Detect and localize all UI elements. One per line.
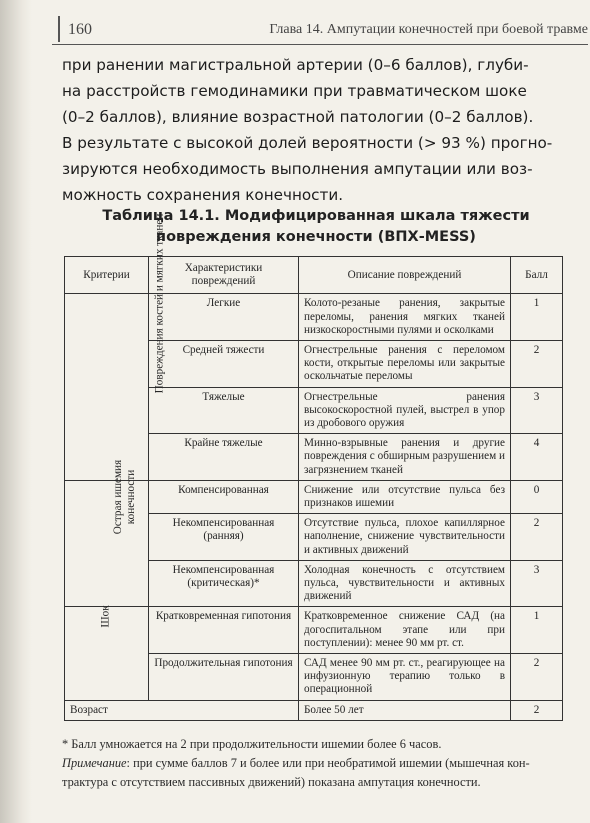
characteristic-cell: Кратковременная гипотония xyxy=(149,607,299,654)
body-line: при ранении магистральной артерии (0–6 баллов), глуби- xyxy=(62,56,529,74)
criterion-cell xyxy=(65,607,149,700)
characteristic-cell: Легкие xyxy=(149,294,299,341)
score-cell: 2 xyxy=(511,514,563,561)
table-header-row xyxy=(65,257,563,294)
header-characteristics: Характеристики повреждений xyxy=(149,257,299,294)
score-cell: 1 xyxy=(511,294,563,341)
criterion-cell xyxy=(65,459,149,607)
body-paragraph xyxy=(62,52,570,208)
body-line: на расстройств гемодинамики при травматическом шоке xyxy=(62,82,527,100)
score-cell: 3 xyxy=(511,560,563,607)
description-cell: Холодная конечность с отсутствием пульса, чувствительности и активных движений xyxy=(299,560,511,607)
score-cell: 2 xyxy=(511,341,563,388)
score-cell: 3 xyxy=(511,387,563,434)
running-header xyxy=(52,18,588,45)
criterion-cell: Возраст xyxy=(65,700,299,720)
score-cell: 1 xyxy=(511,607,563,654)
table-row xyxy=(65,294,563,341)
body-line: В результате с высокой долей вероятности (> 93 %) прогно- xyxy=(62,134,553,152)
body-line: можность сохранения конечности. xyxy=(62,186,344,204)
note-label: Примечание xyxy=(62,756,127,770)
description-cell: Более 50 лет xyxy=(299,700,511,720)
characteristic-cell: Некомпенсированная (ранняя) xyxy=(149,514,299,561)
characteristic-cell: Средней тяжести xyxy=(149,341,299,388)
table-row xyxy=(65,480,563,513)
criterion-label: Шок xyxy=(99,605,112,629)
score-cell: 2 xyxy=(511,700,563,720)
table-row xyxy=(65,700,563,720)
body-line: зируются необходимость выполнения ампутации или воз- xyxy=(62,160,533,178)
description-cell: САД менее 90 мм рт. ст., реагирующее на инфузионную терапию только в операционной xyxy=(299,654,511,701)
characteristic-cell: Тяжелые xyxy=(149,387,299,434)
characteristic-cell: Некомпенсированная (критическая)* xyxy=(149,560,299,607)
description-cell: Кратковременное снижение САД (на догоспитальном этапе или при поступлении): менее 90 мм рт. ст. xyxy=(299,607,511,654)
table-row xyxy=(65,607,563,654)
header-criteria: Критерии xyxy=(65,257,149,294)
criterion-label: Повреждения костей и мягких тканей xyxy=(153,214,166,394)
description-cell: Отсутствие пульса, плохое капиллярное наполнение, снижение чувствительности и активных движений xyxy=(299,514,511,561)
table-title xyxy=(62,206,570,248)
header-score: Балл xyxy=(511,257,563,294)
page-gutter-shadow xyxy=(0,0,32,823)
page-number: 160 xyxy=(68,21,92,38)
footnotes xyxy=(62,735,574,792)
score-cell: 0 xyxy=(511,480,563,513)
table-title-line: Таблица 14.1. Модифицированная шкала тяжести xyxy=(102,208,530,224)
description-cell: Колото-резаные ранения, закрытые переломы, ранения мягких тканей низкоскоростными пулями и осколками xyxy=(299,294,511,341)
score-cell: 4 xyxy=(511,434,563,481)
score-cell: 2 xyxy=(511,654,563,701)
header-marker xyxy=(58,16,60,42)
description-cell: Огнестрельные ранения с переломом кости, открытые переломы или закрытые оскольчатые переломы xyxy=(299,341,511,388)
description-cell: Минно-взрывные ранения и другие повреждения с обширным разрушением и загрязнением тканей xyxy=(299,434,511,481)
asterisk-footnote: * Балл умножается на 2 при продолжительности ишемии более 6 часов. xyxy=(62,737,442,751)
chapter-title: Глава 14. Ампутации конечностей при боевой травме xyxy=(269,22,588,37)
description-cell: Снижение или отсутствие пульса без признаков ишемии xyxy=(299,480,511,513)
body-line: (0–2 баллов), влияние возрастной патологии (0–2 баллов). xyxy=(62,108,534,126)
note-line: трактура с отсутствием пассивных движений) показана ампутация конечности. xyxy=(62,775,481,789)
criterion-label: Острая ишемия конечности xyxy=(112,459,137,535)
header-description: Описание повреждений xyxy=(299,257,511,294)
characteristic-cell: Крайне тяжелые xyxy=(149,434,299,481)
table-title-line: повреждения конечности (ВПХ-MESS) xyxy=(156,229,476,245)
note-line xyxy=(62,754,574,773)
description-cell: Огнестрельные ранения высокоскоростной пулей, выстрел в упор из дробового оружия xyxy=(299,387,511,434)
characteristic-cell: Продолжительная гипотония xyxy=(149,654,299,701)
note-text: : при сумме баллов 7 и более или при необратимой ишемии (мышечная кон- xyxy=(126,756,530,770)
characteristic-cell: Компенсированная xyxy=(149,480,299,513)
